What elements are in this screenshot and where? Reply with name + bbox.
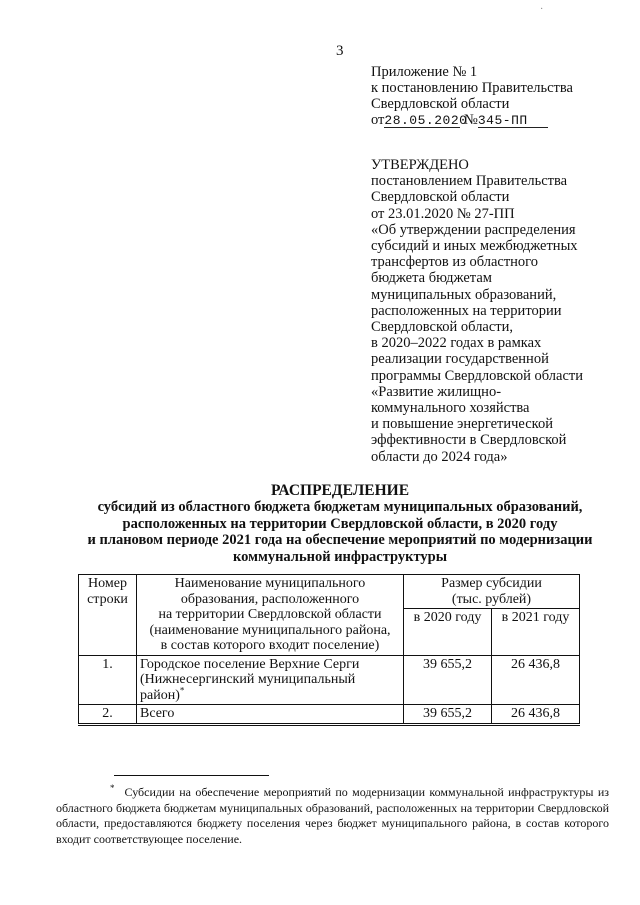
approved-line: эффективности в Свердловской <box>371 432 567 449</box>
footnote-star: * <box>110 783 115 793</box>
header-name-line: образования, расположенного <box>180 591 360 607</box>
row-total-2020: 39 655,2 <box>404 705 492 725</box>
number-prefix: № <box>464 112 478 128</box>
row-municipality <box>137 655 404 705</box>
approved-line: муниципальных образований, <box>371 286 557 303</box>
handwritten-date: 28.05.2020 <box>384 113 468 128</box>
header-subsidy-unit: (тыс. рублей) <box>451 591 532 607</box>
approved-line: бюджета бюджетам <box>371 270 492 287</box>
approved-line: Свердловской области <box>371 189 510 206</box>
row-number: 2. <box>79 705 137 725</box>
subtitle-line: расположенных на территории Свердловской области, в 2020 году <box>122 515 558 532</box>
row-total-label: Всего <box>137 705 404 725</box>
approved-line: трансфертов из областного <box>371 254 538 271</box>
document-title: РАСПРЕДЕЛЕНИЕ <box>270 482 410 499</box>
approved-line: Свердловской области, <box>371 319 514 336</box>
subtitle-line: субсидий из областного бюджета бюджетам муниципальных образований, <box>97 499 583 515</box>
approved-line: субсидий и иных межбюджетных <box>371 238 578 255</box>
approved-line: области до 2024 года» <box>371 448 508 465</box>
footnote-mark: * <box>179 684 185 695</box>
approved-line: программы Свердловской области <box>371 367 584 384</box>
table-row-total <box>79 705 580 725</box>
approved-line: реализации государственной <box>371 351 549 368</box>
header-name-line: (наименование муниципального района, <box>149 622 391 638</box>
approved-line: «Об утверждении распределения <box>371 221 576 238</box>
header-year-2021: в 2021 году <box>492 609 580 656</box>
approved-line: коммунального хозяйства <box>371 400 530 417</box>
header-year-2020: в 2020 году <box>404 609 492 656</box>
appendix-title: Приложение № 1 <box>371 64 478 80</box>
appendix-date-line <box>371 112 573 128</box>
date-prefix: от <box>371 112 385 128</box>
header-name-line: Наименование муниципального <box>174 576 366 591</box>
row-value-2020: 39 655,2 <box>404 655 492 705</box>
subtitle-line: и плановом периоде 2021 года на обеспечение мероприятий по модернизации <box>87 532 593 548</box>
appendix-block <box>371 64 573 128</box>
approved-line: «Развитие жилищно- <box>371 383 502 400</box>
approved-line: постановлением Правительства <box>371 173 568 190</box>
subtitle-line: коммунальной инфраструктуры <box>232 548 448 565</box>
document-subtitle <box>40 499 640 565</box>
footnote <box>56 785 609 847</box>
approved-block <box>371 157 583 465</box>
approved-line: в 2020–2022 годах в рамках <box>371 335 542 352</box>
row-value-2021: 26 436,8 <box>492 655 580 705</box>
approved-line: от 23.01.2020 № 27-ПП <box>371 205 515 222</box>
table-row <box>79 655 580 705</box>
appendix-line-2: к постановлению Правительства <box>371 80 573 96</box>
header-subsidy-size <box>404 575 580 609</box>
header-name-line: в состав которого входит поселение) <box>160 638 380 653</box>
appendix-line-3: Свердловской области <box>371 96 510 112</box>
handwritten-number: 345-ПП <box>478 114 548 128</box>
subsidy-table <box>78 574 580 726</box>
page-number: 3 <box>336 43 344 59</box>
header-row-number: Номер строки <box>79 575 137 656</box>
corner-mark: · <box>540 4 544 15</box>
table-header-row <box>79 575 580 609</box>
row-total-2021: 26 436,8 <box>492 705 580 725</box>
header-subsidy-title: Размер субсидии <box>441 576 542 591</box>
approved-line: расположенных на территории <box>371 302 562 319</box>
header-name-line: на территории Свердловской области <box>158 607 382 622</box>
approved-line: и повышение энергетической <box>371 416 553 433</box>
approved-line: УТВЕРЖДЕНО <box>371 157 469 173</box>
footnote-divider <box>114 775 269 776</box>
footnote-text: Субсидии на обеспечение мероприятий по модернизации коммунальной инфраструктуры из областного бюджета бюджетам муниципальных образований, расположенных на территории Свердловской области, предоставляются бюджету поселения через бюджет муниципального района, в состав которого входит соответствующее поселение. <box>56 785 609 846</box>
row-number: 1. <box>79 655 137 705</box>
header-municipality-name <box>137 575 404 656</box>
municipality-name: Городское поселение Верхние Серги (Нижнесергинский муниципальный район) <box>140 656 360 703</box>
